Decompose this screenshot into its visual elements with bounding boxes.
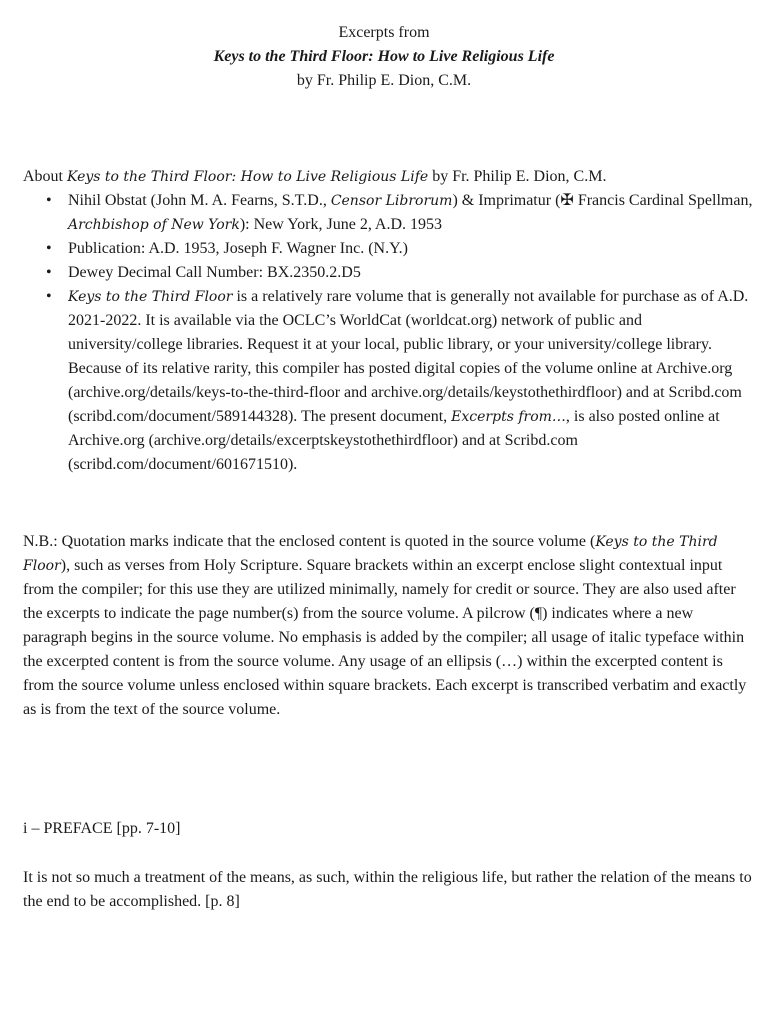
section-paragraph: It is not so much a treatment of the means, as such, within the religious life, but rather the relation of the means to the end to be accomplished. [p. 8] [23, 869, 752, 910]
bullet-text: ) & Imprimatur (✠ Francis Cardinal Spellman, [452, 192, 753, 209]
about-title: Keys to the Third Floor: How to Live Religious Life [67, 169, 429, 185]
nb-text: ), such as verses from Holy Scripture. Square brackets within an excerpt enclose slight contextual input from the compiler; for this use they are utilized minimally, namely for credit or source. They are also used after the excerpts to indicate the page number(s) from the source volume. A pilcrow (¶) indicates where a new paragraph begins in the source volume. No emphasis is added by the compiler; all usage of italic typeface within the excerpted content is from the source volume. Any usage of an ellipsis (…) within the excerpted content is from the source volume unless enclosed within square brackets. Each excerpt is transcribed verbatim and exactly as is from the text of the source volume. [23, 557, 747, 718]
header-excerpts-from: Excerpts from [338, 24, 430, 41]
bullet-italic: Excerpts from… [451, 409, 566, 425]
section-heading: i – PREFACE [pp. 7-10] [23, 820, 181, 837]
nb-paragraph [23, 530, 753, 722]
book-title: Keys to the Third Floor: How to Live Religious Life [213, 48, 555, 65]
bullet-text: Nihil Obstat (John M. A. Fearns, S.T.D., [68, 192, 331, 209]
about-prefix: About [23, 168, 67, 185]
bullet-italic: Archbishop of New York [68, 217, 240, 233]
bullet-text: , is also posted online at Archive.org (archive.org/details/excerptskeystothethirdfloor) and at Scribd.com (scribd.com/document/601671510). [68, 408, 720, 473]
bullet-italic: Censor Librorum [330, 193, 453, 209]
about-bullet-list [23, 189, 753, 477]
author-line: by Fr. Philip E. Dion, C.M. [296, 72, 472, 89]
bullet-text: is a relatively rare volume that is generally not available for purchase as of A.D. 2021-2022. It is available via the OCLC’s WorldCat (worldcat.org) network of public and university/college libraries. Request it at your local, public library, or your university/college library. Because of its relative rarity, this compiler has posted digital copies of the volume online at Archive.org (archive.org/details/keys-to-the-third-floor and archive.org/details/keystothethirdfloor) and at Scribd.com (scribd.com/document/589144328). The present document, [68, 288, 749, 425]
nb-italic: Keys to the Third Floor [23, 534, 718, 574]
bullet-imprimatur [68, 189, 753, 237]
bullet-text: ): New York, June 2, A.D. 1953 [239, 216, 443, 233]
about-suffix: by Fr. Philip E. Dion, C.M. [428, 168, 607, 185]
bullet-publication: • Publication: A.D. 1953, Joseph F. Wagner Inc. (N.Y.) [68, 237, 753, 261]
document-header [0, 21, 768, 93]
nb-text: N.B.: Quotation marks indicate that the enclosed content is quoted in the source volume ( [23, 533, 596, 550]
bullet-availability [68, 285, 753, 477]
bullet-dewey: • Dewey Decimal Call Number: BX.2350.2.D5 [68, 261, 753, 285]
about-heading [23, 165, 753, 189]
bullet-italic: Keys to the Third Floor [68, 289, 233, 305]
